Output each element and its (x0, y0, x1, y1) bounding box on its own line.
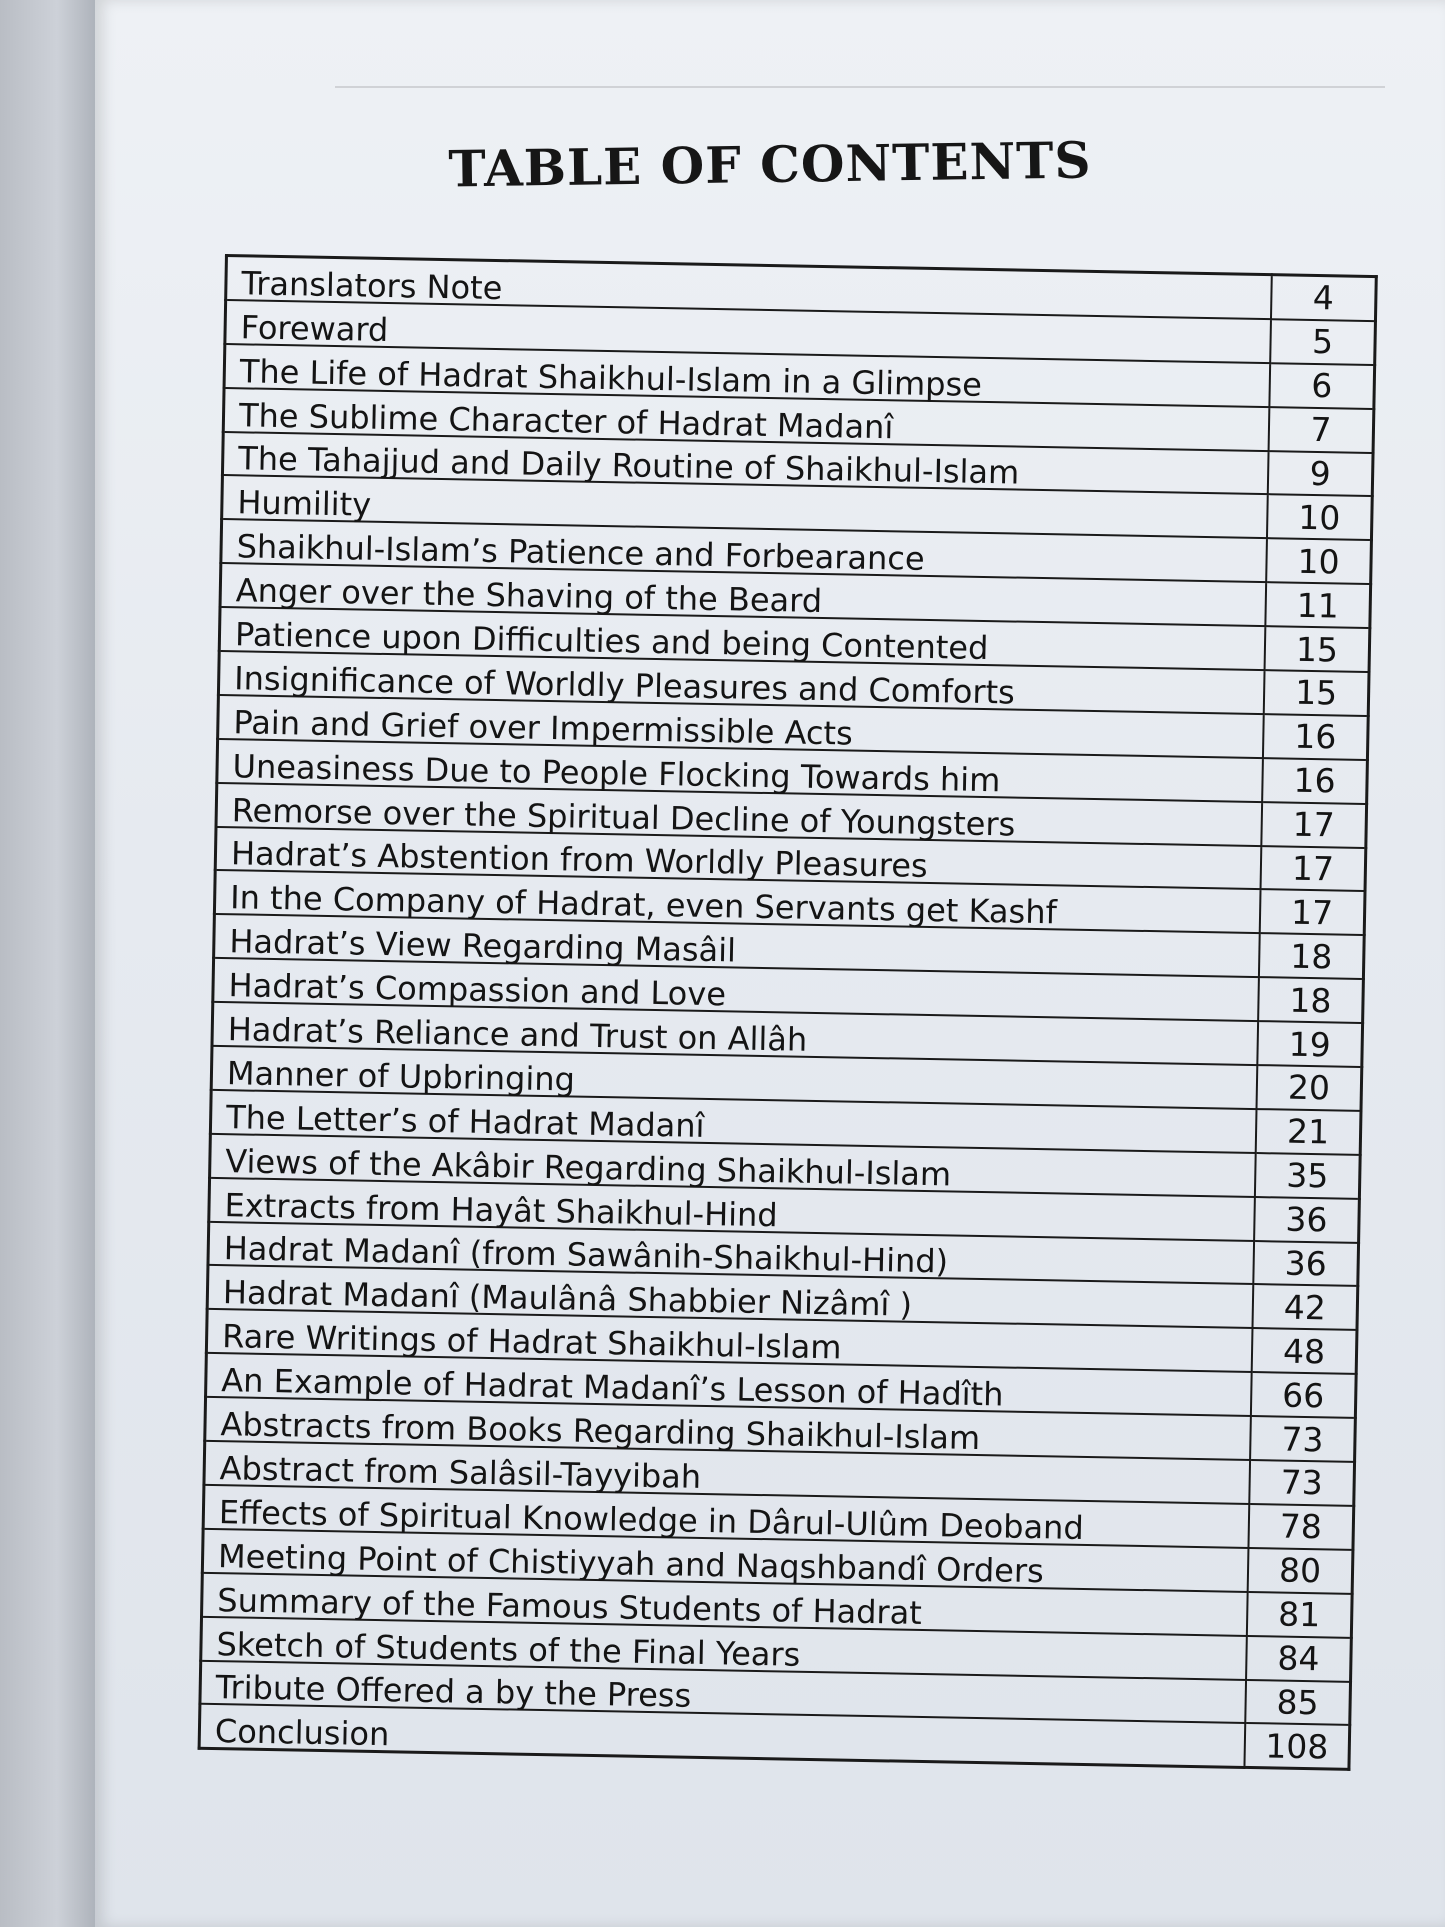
toc-container (198, 254, 1378, 1771)
toc-entry-title: Patience upon Difficulties and being Contented (219, 607, 1265, 670)
toc-entry-page: 36 (1253, 1241, 1358, 1287)
toc-entry-title: In the Company of Hadrat, even Servants get Kashf (214, 870, 1260, 933)
toc-entry-page: 21 (1256, 1109, 1361, 1155)
toc-body (199, 256, 1376, 1770)
toc-entry-title: Sketch of Students of the Final Years (201, 1616, 1247, 1679)
toc-entry-page: 35 (1255, 1153, 1360, 1199)
toc-entry-title: Conclusion (199, 1704, 1245, 1768)
toc-entry-title: Pain and Grief over Impermissible Acts (218, 695, 1264, 758)
toc-entry-page: 5 (1270, 319, 1375, 365)
toc-entry-page: 20 (1257, 1065, 1362, 1111)
toc-entry-page: 9 (1268, 451, 1373, 497)
toc-entry-page: 17 (1261, 802, 1366, 848)
toc-entry-page: 7 (1269, 407, 1374, 453)
toc-entry-page: 17 (1261, 846, 1366, 892)
toc-entry-page: 36 (1254, 1197, 1359, 1243)
toc-entry-title: The Tahajjud and Daily Routine of Shaikhul-Islam (222, 432, 1268, 495)
toc-entry-page: 85 (1245, 1679, 1350, 1725)
toc-entry-page: 81 (1247, 1592, 1352, 1638)
toc-entry-title: An Example of Hadrat Madanî’s Lesson of Hadîth (206, 1353, 1252, 1416)
toc-entry-title: Translators Note (226, 256, 1272, 320)
toc-entry-page: 16 (1262, 758, 1367, 804)
toc-entry-title: Meeting Point of Chistiyyah and Naqshbandî Orders (202, 1529, 1248, 1592)
toc-entry-page: 19 (1257, 1021, 1362, 1067)
toc-entry-title: Foreward (225, 300, 1271, 363)
toc-entry-title: Remorse over the Spiritual Decline of Youngsters (216, 783, 1262, 846)
toc-entry-title: Summary of the Famous Students of Hadrat (202, 1573, 1248, 1636)
toc-entry-page: 10 (1266, 538, 1371, 584)
toc-entry-title: Humility (222, 475, 1268, 538)
toc-entry-title: Extracts from Hayât Shaikhul-Hind (209, 1178, 1255, 1241)
toc-entry-title: Hadrat’s Abstention from Worldly Pleasures (215, 827, 1261, 890)
toc-entry-title: Abstract from Salâsil-Tayyibah (204, 1441, 1250, 1504)
book-binding (0, 0, 95, 1927)
toc-entry-page: 108 (1244, 1723, 1349, 1769)
toc-entry-page: 17 (1260, 890, 1365, 936)
page-title: TABLE OF CONTENTS (448, 130, 1092, 199)
toc-entry-page: 18 (1258, 977, 1363, 1023)
toc-entry-title: The Life of Hadrat Shaikhul-Islam in a Glimpse (224, 344, 1270, 407)
toc-table (198, 254, 1378, 1771)
toc-entry-page: 48 (1252, 1328, 1357, 1374)
toc-entry-page: 84 (1246, 1636, 1351, 1682)
toc-entry-page: 78 (1248, 1504, 1353, 1550)
toc-entry-title: Rare Writings of Hadrat Shaikhul-Islam (206, 1309, 1252, 1372)
toc-entry-title: Manner of Upbringing (211, 1046, 1257, 1109)
toc-entry-page: 6 (1269, 363, 1374, 409)
toc-entry-page: 15 (1264, 670, 1369, 716)
toc-entry-page: 11 (1265, 582, 1370, 628)
toc-entry-title: Insignificance of Worldly Pleasures and Comforts (218, 651, 1264, 714)
toc-entry-title: Abstracts from Books Regarding Shaikhul-Islam (205, 1397, 1251, 1460)
toc-entry-title: Hadrat Madanî (Maulânâ Shabbier Nizâmî ) (207, 1265, 1253, 1328)
book-page (95, 0, 1445, 1927)
toc-entry-title: Hadrat’s Compassion and Love (213, 958, 1259, 1021)
toc-entry-page: 4 (1271, 275, 1376, 321)
toc-entry-page: 80 (1248, 1548, 1353, 1594)
toc-entry-page: 10 (1267, 495, 1372, 541)
toc-entry-page: 18 (1259, 933, 1364, 979)
toc-entry-title: The Sublime Character of Hadrat Madanî (223, 388, 1269, 451)
toc-entry-page: 42 (1252, 1285, 1357, 1331)
toc-entry-title: Views of the Akâbir Regarding Shaikhul-Islam (210, 1134, 1256, 1197)
toc-entry-title: The Letter’s of Hadrat Madanî (210, 1090, 1256, 1153)
toc-entry-page: 16 (1263, 714, 1368, 760)
toc-entry-page: 15 (1265, 626, 1370, 672)
toc-entry-title: Hadrat’s Reliance and Trust on Allâh (212, 1002, 1258, 1065)
toc-entry-title: Anger over the Shaving of the Beard (220, 563, 1266, 626)
toc-entry-title: Hadrat Madanî (from Sawânih-Shaikhul-Hind) (208, 1221, 1254, 1284)
show-through-header (335, 36, 1385, 88)
toc-entry-page: 73 (1250, 1416, 1355, 1462)
toc-entry-title: Tribute Offered a by the Press (200, 1660, 1246, 1723)
toc-entry-page: 66 (1251, 1372, 1356, 1418)
toc-entry-title: Effects of Spiritual Knowledge in Dârul-Ulûm Deoband (203, 1485, 1249, 1548)
toc-entry-title: Shaikhul-Islam’s Patience and Forbearance (221, 519, 1267, 582)
toc-entry-page: 73 (1249, 1460, 1354, 1506)
toc-entry-title: Uneasiness Due to People Flocking Towards him (217, 739, 1263, 802)
toc-entry-title: Hadrat’s View Regarding Masâil (214, 914, 1260, 977)
